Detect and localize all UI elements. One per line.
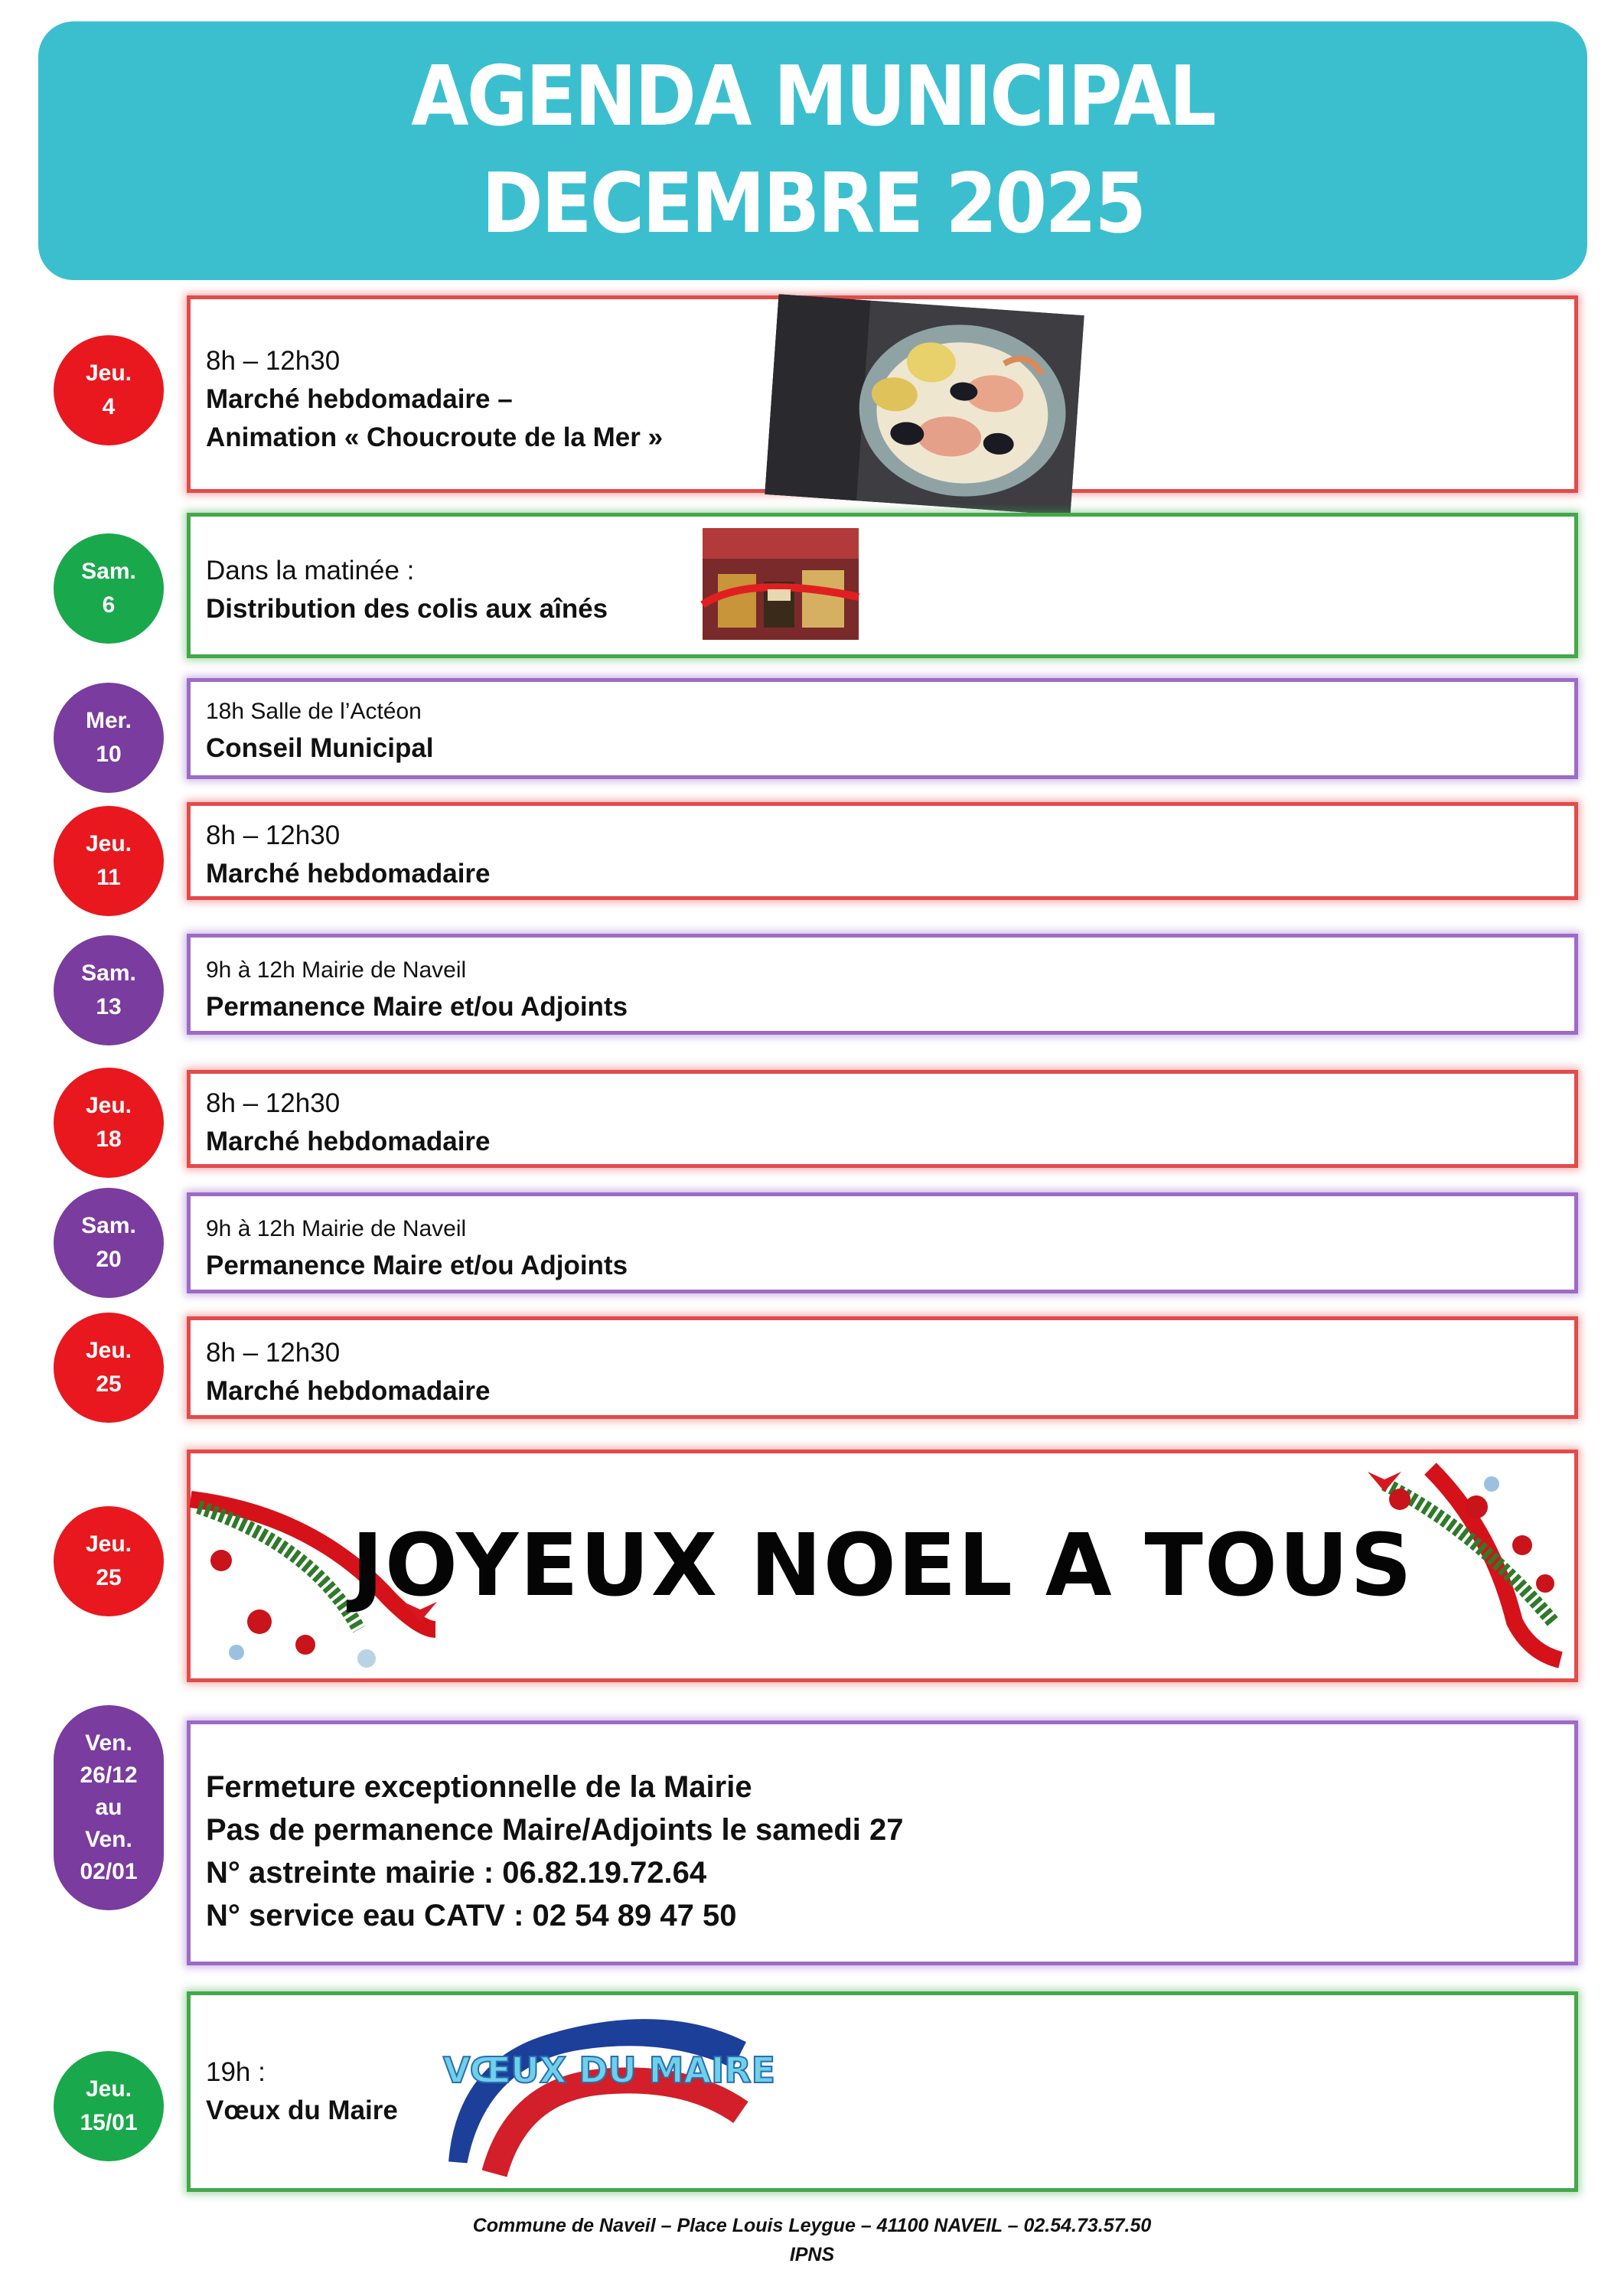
badge-day: Ven. (85, 1730, 132, 1756)
date-badge (54, 533, 164, 644)
badge-date: 20 (96, 1247, 122, 1272)
page-title: AGENDA MUNICIPAL (411, 49, 1215, 145)
badge-date-end: 02/01 (80, 1859, 138, 1884)
badge-date: 25 (96, 1565, 122, 1590)
page-subtitle-month: DECEMBRE 2025 (481, 156, 1145, 252)
event-card (187, 1316, 1578, 1419)
event-title: Marché hebdomadaire (206, 859, 491, 889)
event-time: 8h – 12h30 (206, 346, 341, 376)
badge-date: 4 (102, 394, 116, 419)
event-card (187, 1991, 1578, 2192)
closure-notice: Fermeture exceptionnelle de la Mairie (206, 1770, 752, 1804)
christmas-banner-card (187, 1450, 1578, 1682)
event-time: 18h Salle de l’Actéon (206, 699, 422, 724)
event-time: 8h – 12h30 (206, 820, 341, 850)
badge-date: 13 (96, 994, 122, 1019)
badge-day-end: Ven. (85, 1827, 132, 1852)
event-title: Permanence Maire et/ou Adjoints (206, 992, 628, 1022)
date-badge (54, 806, 164, 916)
event-subtitle: Animation « Choucroute de la Mer » (206, 422, 664, 452)
event-title: Marché hebdomadaire (206, 1127, 491, 1156)
badge-date: 26/12 (80, 1763, 138, 1788)
water-service-number: N° service eau CATV : 02 54 89 47 50 (206, 1899, 737, 1932)
badge-day: Jeu. (85, 1093, 132, 1118)
event-card (187, 802, 1578, 900)
date-badge (54, 1313, 164, 1423)
badge-day: Mer. (85, 708, 132, 733)
date-badge (54, 1188, 164, 1298)
event-title: Permanence Maire et/ou Adjoints (206, 1251, 628, 1280)
date-badge (54, 683, 164, 793)
voeux-logo-text: VŒUX DU MAIRE (442, 2050, 776, 2091)
badge-day: Sam. (81, 1213, 136, 1238)
badge-date: 18 (96, 1127, 122, 1152)
event-title: Vœux du Maire (206, 2095, 398, 2125)
badge-day: Jeu. (85, 2076, 132, 2102)
badge-day: Sam. (81, 960, 136, 986)
badge-date: 15/01 (80, 2110, 138, 2135)
event-card (187, 678, 1578, 779)
page-header (38, 21, 1587, 280)
date-badge (54, 935, 164, 1045)
event-card (187, 934, 1578, 1035)
badge-date: 11 (96, 865, 121, 890)
event-title: Conseil Municipal (206, 733, 434, 763)
event-title: Marché hebdomadaire – (206, 384, 513, 414)
event-title: Distribution des colis aux aînés (206, 594, 608, 624)
gift-basket-photo (703, 528, 859, 640)
badge-day: Jeu. (85, 831, 132, 856)
event-title: Marché hebdomadaire (206, 1376, 491, 1406)
badge-day: Jeu. (85, 1338, 132, 1363)
event-card (187, 1192, 1578, 1293)
joyeux-noel-banner-text: JOYEUX NOEL A TOUS (351, 1516, 1414, 1616)
event-time: 9h à 12h Mairie de Naveil (206, 957, 467, 983)
event-card (187, 513, 1578, 658)
date-badge (54, 1506, 164, 1616)
footer-address: Commune de Naveil – Place Louis Leygue – 41100 NAVEIL – 02.54.73.57.50 (472, 2215, 1152, 2236)
on-call-number: N° astreinte mairie : 06.82.19.72.64 (206, 1856, 707, 1890)
badge-day: Jeu. (85, 360, 132, 386)
event-time: 9h à 12h Mairie de Naveil (206, 1216, 467, 1241)
date-badge (54, 2051, 164, 2161)
footer-ipns: IPNS (789, 2244, 835, 2265)
date-badge (54, 335, 164, 445)
event-time: 19h : (206, 2057, 266, 2087)
voeux-du-maire-logo (442, 2010, 776, 2174)
badge-date: 6 (102, 592, 116, 618)
event-card (187, 1070, 1578, 1168)
badge-date: 10 (96, 742, 122, 767)
date-range-badge (54, 1705, 164, 1910)
no-permanence-notice: Pas de permanence Maire/Adjoints le samedi 27 (206, 1813, 904, 1847)
event-time: 8h – 12h30 (206, 1338, 341, 1368)
date-badge (54, 1068, 164, 1178)
badge-date: 25 (96, 1371, 122, 1397)
badge-separator: au (95, 1795, 122, 1820)
choucroute-photo (765, 294, 1084, 515)
event-card (187, 1720, 1578, 1965)
event-time: Dans la matinée : (206, 556, 415, 585)
event-time: 8h – 12h30 (206, 1088, 341, 1118)
badge-day: Jeu. (85, 1531, 132, 1557)
badge-day: Sam. (81, 559, 136, 584)
